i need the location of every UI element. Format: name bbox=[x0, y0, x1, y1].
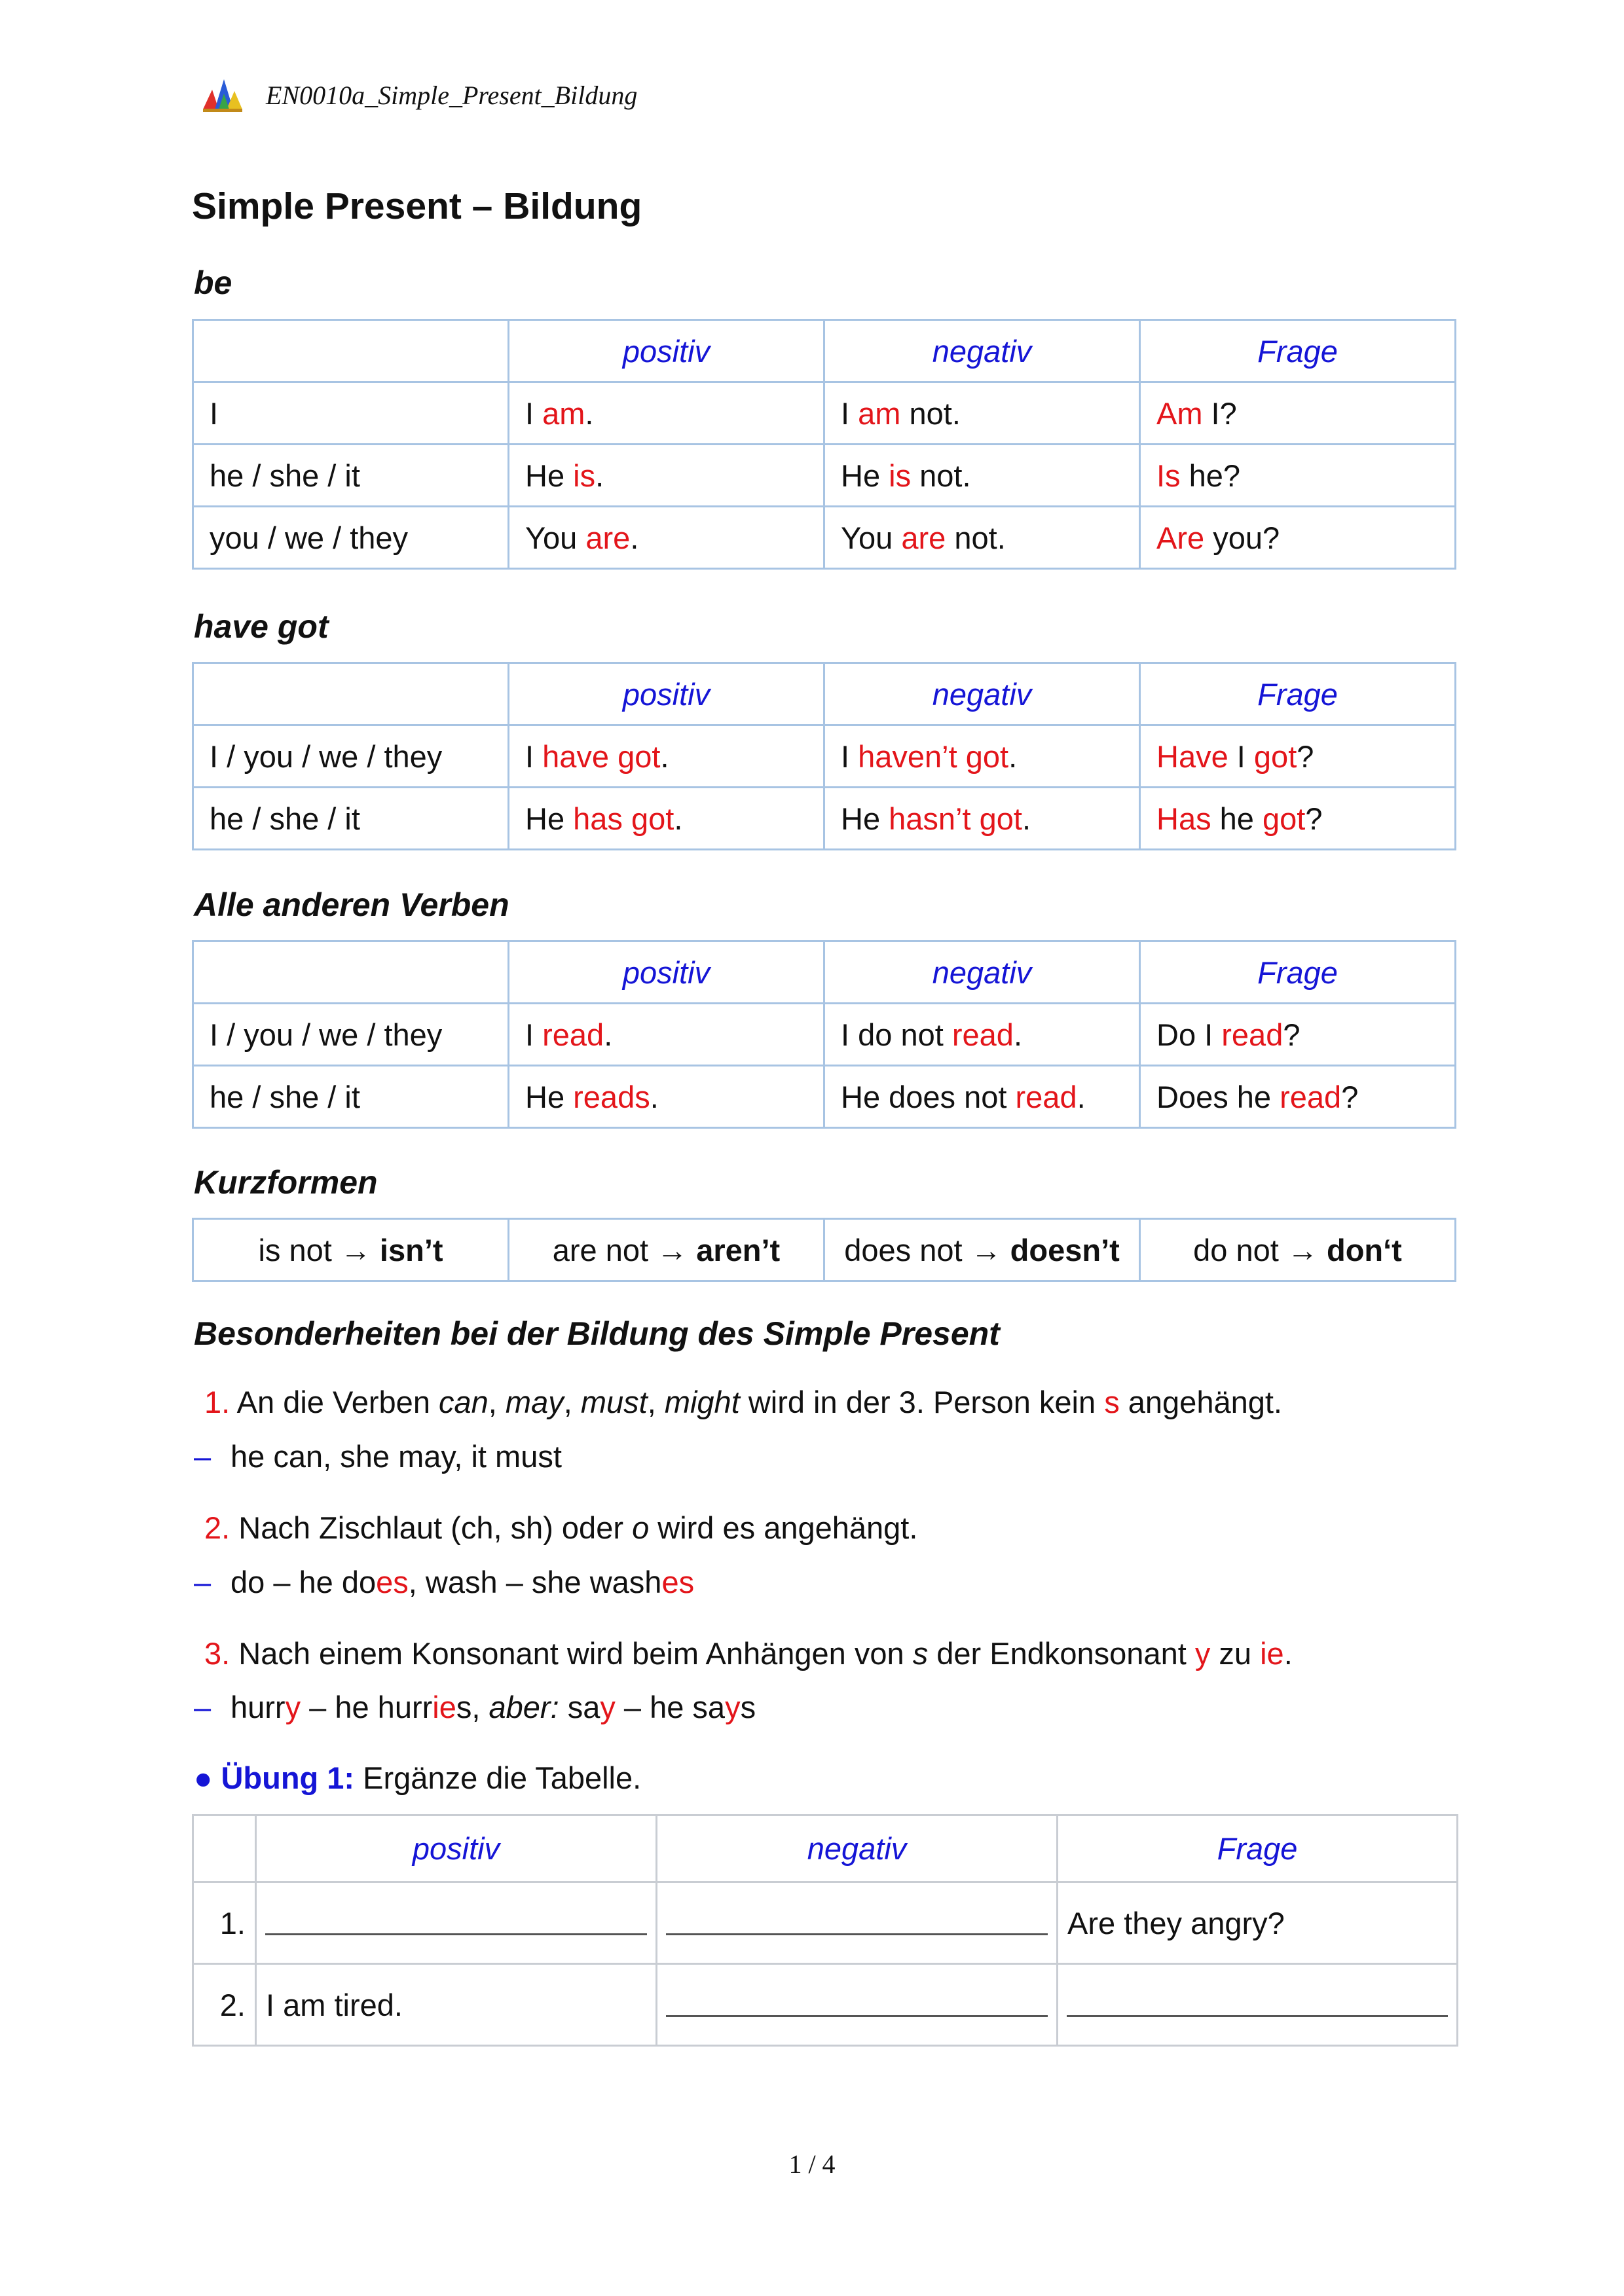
negative-cell: I haven’t got. bbox=[824, 725, 1140, 788]
short-form-cell: are not → aren’t bbox=[509, 1219, 824, 1281]
rule-3-example: – hurry – he hurries, aber: say – he says bbox=[194, 1690, 756, 1724]
question-cell: Do I read? bbox=[1140, 1004, 1456, 1066]
header-positive: positiv bbox=[509, 663, 824, 725]
rule-1: 1. An die Verben can, may, must, might wird in der 3. Person kein s angehängt. bbox=[204, 1385, 1282, 1419]
publisher-logo-icon bbox=[202, 77, 244, 113]
negative-cell: You are not. bbox=[824, 507, 1140, 569]
question-cell: Are you? bbox=[1140, 507, 1456, 569]
negative-cell: He is not. bbox=[824, 445, 1140, 507]
positive-cell: You are. bbox=[509, 507, 824, 569]
given-question: Are they angry? bbox=[1058, 1882, 1458, 1964]
positive-cell: I read. bbox=[509, 1004, 824, 1066]
section-heading-have-got: have got bbox=[194, 608, 329, 645]
section-heading-be: be bbox=[194, 264, 232, 301]
short-forms-table bbox=[192, 1218, 1456, 1282]
subject-cell: I / you / we / they bbox=[193, 1004, 509, 1066]
document-header bbox=[202, 72, 637, 118]
page-title: Simple Present – Bildung bbox=[192, 185, 642, 227]
table-row bbox=[193, 1219, 1456, 1281]
row-number: 1. bbox=[193, 1882, 256, 1964]
row-number: 2. bbox=[193, 1964, 256, 2046]
section-heading-short-forms: Kurzformen bbox=[194, 1164, 378, 1201]
positive-cell: He is. bbox=[509, 445, 824, 507]
answer-blank-negative[interactable] bbox=[657, 1964, 1058, 2046]
header-negative: negativ bbox=[824, 663, 1140, 725]
negative-cell: He does not read. bbox=[824, 1066, 1140, 1128]
header-question: Frage bbox=[1140, 320, 1456, 382]
other-verbs-conjugation-table bbox=[192, 940, 1456, 1129]
table-header-row bbox=[193, 1815, 1458, 1882]
table-row bbox=[193, 445, 1456, 507]
header-negative: negativ bbox=[657, 1815, 1058, 1882]
positive-cell: He has got. bbox=[509, 788, 824, 850]
rule-1-example: – he can, she may, it must bbox=[194, 1439, 562, 1474]
question-cell: Have I got? bbox=[1140, 725, 1456, 788]
question-cell: Has he got? bbox=[1140, 788, 1456, 850]
answer-blank-negative[interactable] bbox=[657, 1882, 1058, 1964]
subject-cell: he / she / it bbox=[193, 1066, 509, 1128]
header-positive: positiv bbox=[256, 1815, 657, 1882]
table-row bbox=[193, 1066, 1456, 1128]
have-got-conjugation-table bbox=[192, 662, 1456, 850]
rule-2: 2. Nach Zischlaut (ch, sh) oder o wird es angehängt. bbox=[204, 1510, 918, 1545]
answer-blank-positive[interactable] bbox=[256, 1882, 657, 1964]
negative-cell: I do not read. bbox=[824, 1004, 1140, 1066]
rule-2-example: – do – he does, wash – she washes bbox=[194, 1565, 695, 1599]
positive-cell: He reads. bbox=[509, 1066, 824, 1128]
given-positive: I am tired. bbox=[256, 1964, 657, 2046]
rule-3: 3. Nach einem Konsonant wird beim Anhängen von s der Endkonsonant y zu ie. bbox=[204, 1636, 1293, 1671]
subject-cell: I / you / we / they bbox=[193, 725, 509, 788]
table-row bbox=[193, 1964, 1458, 2046]
table-row bbox=[193, 1004, 1456, 1066]
negative-cell: I am not. bbox=[824, 382, 1140, 445]
header-question: Frage bbox=[1140, 941, 1456, 1004]
header-cell-empty bbox=[193, 663, 509, 725]
negative-cell: He hasn’t got. bbox=[824, 788, 1140, 850]
table-row bbox=[193, 507, 1456, 569]
table-row bbox=[193, 1882, 1458, 1964]
short-form-cell: do not → don‘t bbox=[1140, 1219, 1456, 1281]
header-positive: positiv bbox=[509, 320, 824, 382]
question-cell: Am I? bbox=[1140, 382, 1456, 445]
section-heading-other-verbs: Alle anderen Verben bbox=[194, 886, 509, 923]
question-cell: Does he read? bbox=[1140, 1066, 1456, 1128]
table-row bbox=[193, 382, 1456, 445]
section-heading-specials: Besonderheiten bei der Bildung des Simple Present bbox=[194, 1315, 1000, 1352]
be-conjugation-table bbox=[192, 319, 1456, 570]
header-positive: positiv bbox=[509, 941, 824, 1004]
short-form-cell: does not → doesn’t bbox=[824, 1219, 1140, 1281]
exercise-table bbox=[192, 1814, 1458, 2047]
answer-blank-question[interactable] bbox=[1058, 1964, 1458, 2046]
subject-cell: I bbox=[193, 382, 509, 445]
table-row bbox=[193, 725, 1456, 788]
table-header-row bbox=[193, 320, 1456, 382]
header-question: Frage bbox=[1058, 1815, 1458, 1882]
question-cell: Is he? bbox=[1140, 445, 1456, 507]
exercise-instruction: ● Übung 1: Ergänze die Tabelle. bbox=[194, 1760, 642, 1795]
subject-cell: you / we / they bbox=[193, 507, 509, 569]
table-header-row bbox=[193, 663, 1456, 725]
header-negative: negativ bbox=[824, 941, 1140, 1004]
header-question: Frage bbox=[1140, 663, 1456, 725]
subject-cell: he / she / it bbox=[193, 788, 509, 850]
header-cell-empty bbox=[193, 1815, 256, 1882]
positive-cell: I am. bbox=[509, 382, 824, 445]
header-negative: negativ bbox=[824, 320, 1140, 382]
header-cell-empty bbox=[193, 941, 509, 1004]
table-header-row bbox=[193, 941, 1456, 1004]
table-row bbox=[193, 788, 1456, 850]
document-filename: EN0010a_Simple_Present_Bildung bbox=[266, 80, 638, 110]
page-number: 1 / 4 bbox=[788, 2149, 836, 2179]
header-cell-empty bbox=[193, 320, 509, 382]
short-form-cell: is not → isn’t bbox=[193, 1219, 509, 1281]
subject-cell: he / she / it bbox=[193, 445, 509, 507]
positive-cell: I have got. bbox=[509, 725, 824, 788]
